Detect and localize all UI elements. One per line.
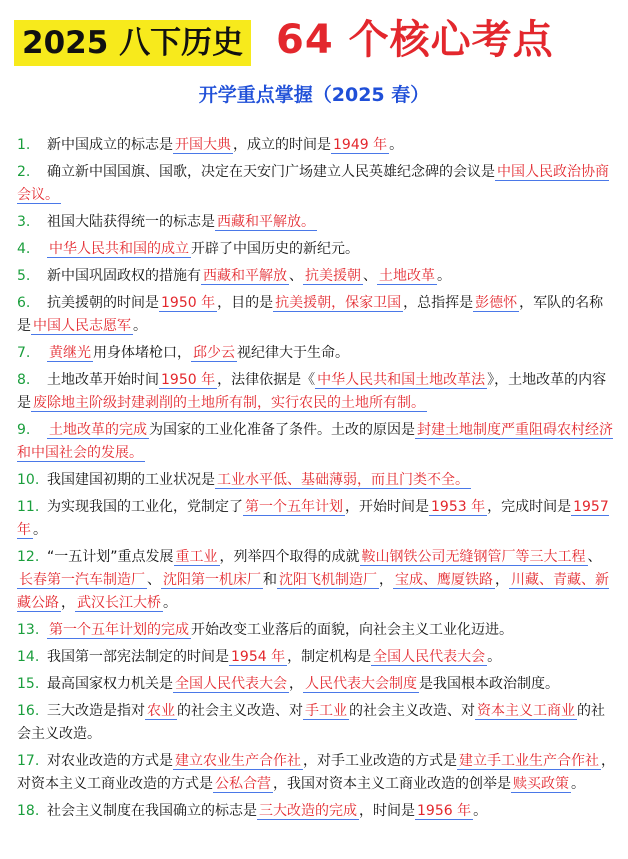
answer-text: 第一个五年计划 [245, 499, 343, 515]
question-text: ， [61, 595, 75, 611]
item-number: 11. [17, 499, 40, 515]
question-text: 三大改造是指对 [47, 703, 145, 719]
item-number: 15. [17, 676, 40, 692]
question-text: ，列举四个取得的成就 [219, 549, 360, 565]
item-number: 9. [17, 422, 31, 438]
question-text: ，时间是 [359, 803, 415, 819]
question-text: 为国家的工业化准备了条件。土改的原因是 [149, 422, 415, 438]
answer-text: 人民代表大会制度 [305, 676, 417, 692]
question-text: 、 [587, 549, 602, 565]
answer-text: 黄继光 [49, 345, 91, 361]
answer-text: 长春第一汽车制造厂 [19, 572, 145, 588]
question-text: 》，土地改革的内容是 [17, 372, 607, 411]
answer-text: 中国人民政治协商会议。 [17, 164, 609, 203]
key-point-item [17, 469, 615, 492]
question-text: 。 [437, 268, 451, 284]
item-number: 12. [17, 549, 40, 565]
question-text: ，制定机构是 [287, 649, 372, 665]
answer-text: 第一个五年计划的完成 [49, 622, 189, 638]
answer-text: 1950 年 [161, 295, 216, 311]
question-text: ，我国对资本主义工商业改造的创举是 [273, 776, 511, 792]
answer-text: 中国人民志愿军 [33, 318, 131, 334]
answer-text: 沈阳第一机床厂 [163, 572, 261, 588]
question-text: ，目的是 [217, 295, 274, 311]
question-text: 新中国巩固政权的措施有 [47, 268, 201, 284]
key-point-item [17, 546, 615, 615]
item-number: 13. [17, 622, 40, 638]
page-header [0, 8, 628, 78]
question-text: “一五计划”重点发展 [47, 549, 174, 565]
key-point-item [17, 700, 615, 746]
item-number: 5. [17, 268, 31, 284]
question-text: ，法律依据是《 [217, 372, 316, 388]
answer-text: 开国大典 [175, 137, 231, 153]
answer-text: 建立农业生产合作社 [175, 753, 301, 769]
question-text: 我国建国初期的工业状况是 [47, 472, 215, 488]
question-text: 。 [487, 649, 502, 665]
title-main: 64 个核心考点 [276, 17, 554, 63]
item-number: 10. [17, 472, 40, 488]
answer-text: 全国人民代表大会 [373, 649, 486, 665]
answer-text: 赎买政策 [513, 776, 569, 792]
question-text: 开辟了中国历史的新纪元。 [191, 241, 359, 257]
page-subtitle: 开学重点掌握（2025 春） [198, 84, 430, 106]
question-text: 视纪律大于生命。 [237, 345, 349, 361]
answer-text: 1956 年 [417, 803, 472, 819]
question-text: ，总指挥是 [403, 295, 474, 311]
answer-text: 三大改造的完成 [259, 803, 357, 819]
question-text: ，成立的时间是 [233, 137, 331, 153]
answer-text: 农业 [147, 703, 175, 719]
key-point-item [17, 646, 615, 669]
item-number: 7. [17, 345, 31, 361]
answer-text: 西藏和平解放。 [217, 214, 315, 230]
answer-text: 全国人民代表大会 [175, 676, 287, 692]
key-point-item [17, 211, 615, 234]
answer-text: 建立手工业生产合作社 [459, 753, 599, 769]
question-text: 为实现我国的工业化，党制定了 [47, 499, 243, 515]
question-text: 最高国家权力机关是 [47, 676, 173, 692]
question-text: 、 [289, 268, 303, 284]
title-highlight: 2025 八下历史 [14, 20, 251, 66]
answer-text: 彭德怀 [475, 295, 518, 311]
question-text: 对农业改造的方式是 [47, 753, 173, 769]
question-text: ，对手工业改造的方式是 [303, 753, 457, 769]
item-number: 17. [17, 753, 40, 769]
key-point-item [17, 800, 615, 823]
question-text: 的社会主义改造。 [17, 703, 605, 742]
question-text: 祖国大陆获得统一的标志是 [47, 214, 215, 230]
key-point-item [17, 419, 615, 465]
answer-text: 重工业 [175, 549, 218, 565]
question-text: ，军队的名称是 [17, 295, 604, 334]
answer-text: 公私合营 [215, 776, 271, 792]
key-point-item [17, 369, 615, 415]
question-text: 。 [571, 776, 585, 792]
question-text: ，对资本主义工商业改造的方式是 [17, 753, 615, 792]
answer-text: 1950 年 [161, 372, 216, 388]
answer-text: 封建土地制度严重阻碍农村经济和中国社会的发展。 [17, 422, 613, 461]
question-text: 和 [263, 572, 277, 588]
answer-text: 废除地主阶级封建剥削的土地所有制，实行农民的土地所有制。 [33, 395, 425, 411]
key-point-item [17, 496, 615, 542]
key-point-item [17, 238, 615, 261]
question-text: 抗美援朝的时间是 [47, 295, 159, 311]
question-text: ， [379, 572, 393, 588]
question-text: 社会主义制度在我国确立的标志是 [47, 803, 257, 819]
key-point-item [17, 292, 615, 338]
answer-text: 1957 年 [17, 499, 609, 538]
answer-text: 川藏、青藏、新藏公路 [17, 572, 609, 611]
answer-text: 土地改革 [379, 268, 435, 284]
answer-text: 资本主义工商业 [477, 703, 575, 719]
answer-text: 1954 年 [231, 649, 286, 665]
item-number: 4. [17, 241, 31, 257]
answer-text: 中华人民共和国的成立 [49, 241, 189, 257]
item-number: 6. [17, 295, 31, 311]
question-text: 。 [473, 803, 488, 819]
item-number: 2. [17, 164, 31, 180]
key-point-item [17, 619, 615, 642]
question-text: 土地改革开始时间 [47, 372, 159, 388]
item-number: 3. [17, 214, 31, 230]
answer-text: 武汉长江大桥 [77, 595, 161, 611]
item-number: 1. [17, 137, 31, 153]
question-text: 我国第一部宪法制定的时间是 [47, 649, 229, 665]
answer-text: 中华人民共和国土地改革法 [317, 372, 486, 388]
answer-text: 西藏和平解放 [203, 268, 287, 284]
answer-text: 土地改革的完成 [49, 422, 147, 438]
question-text: ，完成时间是 [487, 499, 572, 515]
answer-text: 沈阳飞机制造厂 [279, 572, 377, 588]
question-text: ， [495, 572, 509, 588]
question-text: 。 [33, 522, 47, 538]
item-number: 8. [17, 372, 31, 388]
item-number: 14. [17, 649, 40, 665]
question-text: ，开始时间是 [345, 499, 429, 515]
key-point-item [17, 750, 615, 796]
question-text: 、 [147, 572, 161, 588]
answer-text: 1949 年 [333, 137, 388, 153]
question-text: 的社会主义改造、对 [349, 703, 475, 719]
key-point-item [17, 161, 615, 207]
question-text: 用身体堵枪口， [93, 345, 191, 361]
item-number: 16. [17, 703, 40, 719]
question-text: 、 [363, 268, 377, 284]
item-number: 18. [17, 803, 40, 819]
question-text: 。 [389, 137, 404, 153]
key-point-item [17, 673, 615, 696]
question-text: 确立新中国国旗、国歌，决定在天安门广场建立人民英雄纪念碑的会议是 [47, 164, 495, 180]
key-points-list [17, 134, 615, 827]
answer-text: 抗美援朝 [305, 268, 361, 284]
question-text: 是我国根本政治制度。 [419, 676, 559, 692]
answer-text: 邱少云 [193, 345, 235, 361]
answer-text: 手工业 [305, 703, 347, 719]
key-point-item [17, 134, 615, 157]
key-point-item [17, 265, 615, 288]
answer-text: 鞍山钢铁公司无缝钢管厂等三大工程 [361, 549, 586, 565]
answer-text: 宝成、鹰厦铁路 [395, 572, 493, 588]
question-text: 。 [163, 595, 177, 611]
question-text: 开始改变工业落后的面貌，向社会主义工业化迈进。 [191, 622, 513, 638]
answer-text: 抗美援朝，保家卫国 [275, 295, 402, 311]
question-text: 的社会主义改造、对 [177, 703, 303, 719]
answer-text: 1953 年 [431, 499, 486, 515]
answer-text: 工业水平低、基础薄弱，而且门类不全。 [217, 472, 469, 488]
question-text: 新中国成立的标志是 [47, 137, 173, 153]
key-point-item [17, 342, 615, 365]
question-text: ， [289, 676, 303, 692]
question-text: 。 [133, 318, 147, 334]
